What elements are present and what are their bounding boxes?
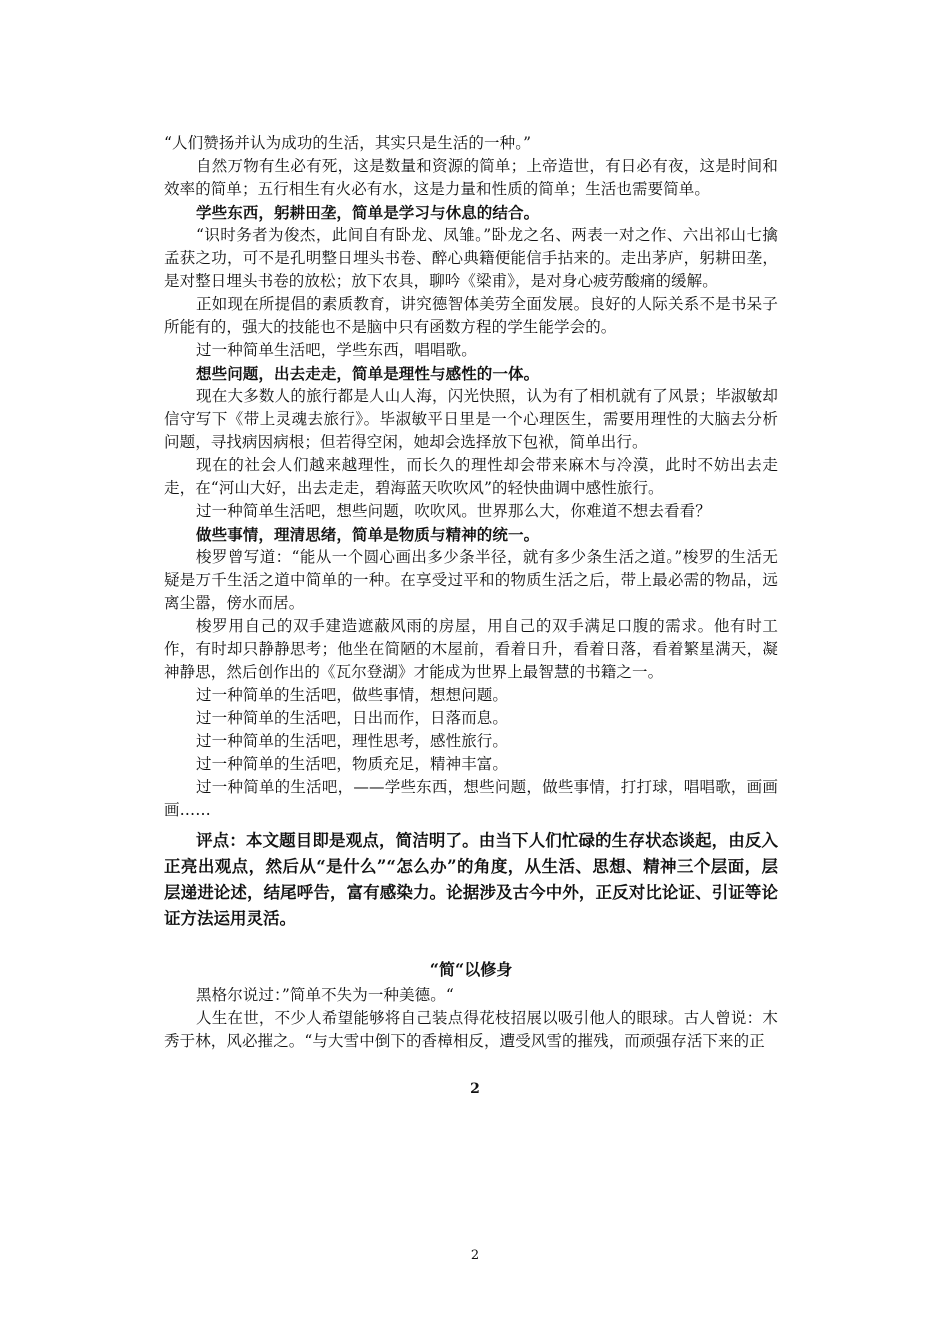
paragraph: 过一种简单生活吧，想些问题，吹吹风。世界那么大，你难道不想去看看？ xyxy=(196,502,711,520)
paragraph: 过一种简单的生活吧，理性思考，感性旅行。 xyxy=(196,732,509,750)
paragraph: 现在的社会人们越来越理性，而长久的理性却会带来麻木与冷漠，此时不妨出去走走，在“河山大好，出去走走，碧海蓝天吹吹风”的轻快曲调中感性旅行。 xyxy=(164,456,778,497)
document-body xyxy=(164,132,778,1053)
paragraph: 梭罗用自己的双手建造遮蔽风雨的房屋，用自己的双手满足口腹的需求。他有时工作，有时却只静静思考；他坐在简陋的木屋前，看着日升，看着日落，看着繁星满天，凝神静思，然后创作出的《瓦尔登湖》才能成为世界上最智慧的书籍之一。 xyxy=(164,617,778,681)
outer-page-number: 2 xyxy=(470,1248,480,1263)
article-paragraphs xyxy=(164,132,778,822)
section-heading: 学些东西，躬耕田垄，简单是学习与休息的结合。 xyxy=(196,203,540,222)
section-heading: 做些事情，理清思绪，简单是物质与精神的统一。 xyxy=(196,525,540,544)
section-heading: 想些问题，出去走走，简单是理性与感性的一体。 xyxy=(196,364,540,383)
inner-page-number: 2 xyxy=(470,1081,480,1097)
paragraph: 人生在世，不少人希望能够将自己装点得花枝招展以吸引他人的眼球。古人曾说：木秀于林，风必摧之。“与大雪中倒下的香樟相反，遭受风雪的摧残，而顽强存活下来的正 xyxy=(164,1009,778,1050)
paragraph: 梭罗曾写道：“能从一个圆心画出多少条半径，就有多少条生活之道。”梭罗的生活无疑是万千生活之道中简单的一种。在享受过平和的物质生活之后，带上最必需的物品，远离尘嚣，傍水而居。 xyxy=(164,548,778,612)
paragraph: 现在大多数人的旅行都是人山人海，闪光快照，认为有了相机就有了风景；毕淑敏却信守写下《带上灵魂去旅行》。毕淑敏平日里是一个心理医生，需要用理性的大脑去分析问题，寻找病因病根；但若得空闲，她却会选择放下包袱，简单出行。 xyxy=(164,387,778,451)
paragraph: 过一种简单的生活吧，——学些东西，想些问题，做些事情，打打球，唱唱歌，画画画…… xyxy=(164,778,778,819)
paragraph: 正如现在所提倡的素质教育，讲究德智体美劳全面发展。良好的人际关系不是书呆子所能有的，强大的技能也不是脑中只有函数方程的学生能学会的。 xyxy=(164,295,778,336)
paragraph: 自然万物有生必有死，这是数量和资源的简单；上帝造世，有日必有夜，这是时间和效率的简单；五行相生有火必有水，这是力量和性质的简单；生活也需要简单。 xyxy=(164,157,778,198)
editor-comment: 评点：本文题目即是观点，简洁明了。由当下人们忙碌的生存状态谈起，由反入正亮出观点，然后从“是什么”“怎么办”的角度，从生活、思想、精神三个层面，层层递进论述，结尾呼告，富有感染力。论据涉及古今中外，正反对比论证、引证等论证方法运用灵活。 xyxy=(164,831,778,928)
paragraph: 过一种简单的生活吧，做些事情，想想问题。 xyxy=(196,686,509,704)
paragraph: 黑格尔说过：”简单不失为一种美德。“ xyxy=(196,986,454,1004)
paragraph: “人们赞扬并认为成功的生活，其实只是生活的一种。” xyxy=(164,134,532,152)
paragraph: 过一种简单生活吧，学些东西，唱唱歌。 xyxy=(196,341,477,359)
next-article-title: “简“以修身 xyxy=(429,960,513,979)
paragraph: 过一种简单的生活吧，日出而作，日落而息。 xyxy=(196,709,509,727)
paragraph: “识时务者为俊杰，此间自有卧龙、凤雏。”卧龙之名、两表一对之作、六出祁山七擒孟获之功，可不是孔明整日埋头书卷、醉心典籍便能信手拈来的。走出茅庐，躬耕田垄，是对整日埋头书卷的放松；放下农具，聊吟《梁甫》，是对身心疲劳酸痛的缓解。 xyxy=(164,226,778,290)
paragraph: 过一种简单的生活吧，物质充足，精神丰富。 xyxy=(196,755,509,773)
